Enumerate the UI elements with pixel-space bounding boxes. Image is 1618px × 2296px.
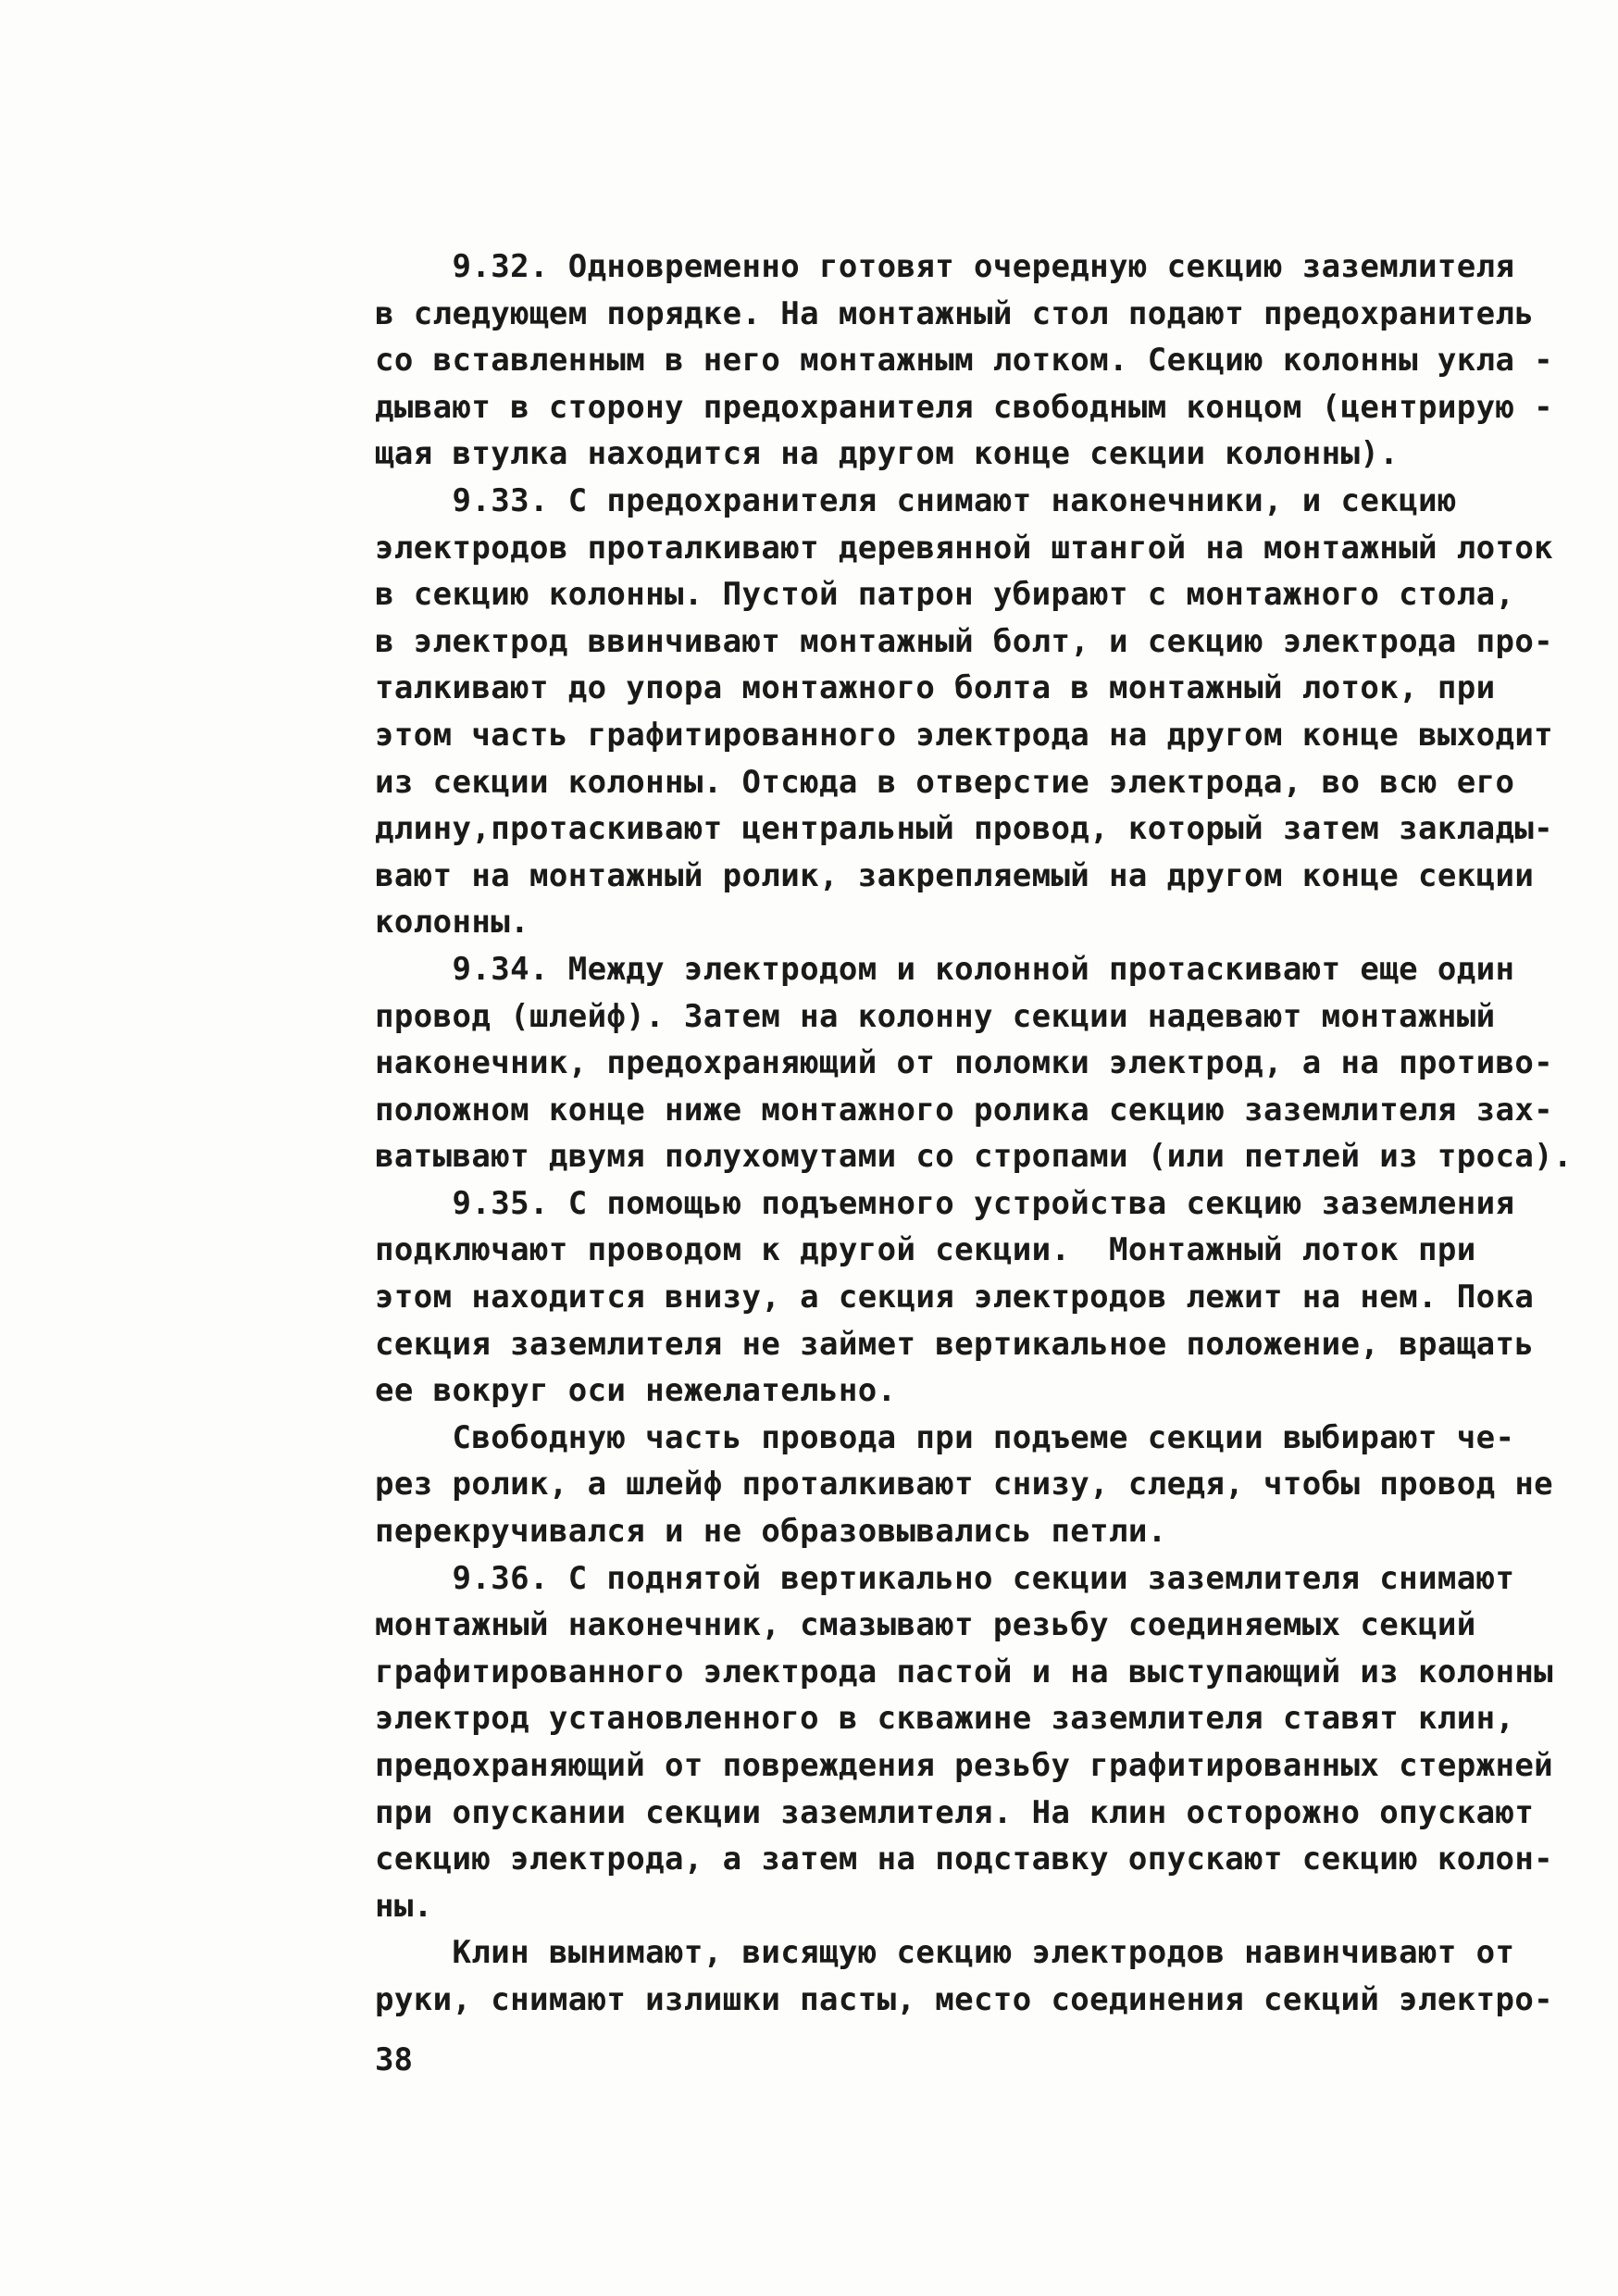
text-line: Клин вынимают, висящую секцию электродов навинчивают от [375,1934,1515,1972]
text-line: подключают проводом к другой секции. Монтажный лоток при [375,1231,1476,1269]
text-line: ны. [375,1887,433,1925]
text-line: 9.32. Одновременно готовят очередную секцию заземлителя [375,248,1515,285]
text-line: 9.34. Между электродом и колонной протаскивают еще один [375,950,1515,988]
text-line: 9.36. С поднятой вертикально секции заземлителя снимают [375,1559,1515,1597]
text-line: щая втулка находится на другом конце секции колонны). [375,435,1400,473]
text-line: секцию электрода, а затем на подставку опускают секцию колон- [375,1841,1554,1878]
text-line: 9.35. С помощью подъемного устройства секцию заземления [375,1184,1515,1222]
text-line: перекручивался и не образовывались петли. [375,1513,1167,1551]
text-line: этом часть графитированного электрода на другом конце выходит [375,716,1554,754]
text-line: талкивают до упора монтажного болта в монтажный лоток, при [375,669,1496,707]
text-line: монтажный наконечник, смазывают резьбу соединяемых секций [375,1606,1476,1644]
text-line: дывают в сторону предохранителя свободным концом (центрирую - [375,388,1554,426]
text-line: длину,протаскивают центральный провод, который затем заклады- [375,810,1554,848]
text-line: из секции колонны. Отсюда в отверстие электрода, во всю его [375,763,1515,801]
text-line: провод (шлейф). Затем на колонну секции надевают монтажный [375,997,1496,1035]
text-line: Свободную часть провода при подъеме секции выбирают че- [375,1418,1515,1456]
text-line: в электрод ввинчивают монтажный болт, и секцию электрода про- [375,622,1554,660]
text-line: электрод установленного в скважине заземлителя ставят клин, [375,1700,1515,1738]
text-line: графитированного электрода пастой и на выступающий из колонны [375,1653,1554,1691]
text-line: электродов проталкивают деревянной штангой на монтажный лоток [375,529,1554,567]
page-number: 38 [375,2041,413,2078]
text-line: ватывают двумя полухомутами со стропами (или петлей из троса). [375,1138,1573,1176]
text-line: предохраняющий от повреждения резьбу графитированных стержней [375,1747,1554,1784]
text-line: положном конце ниже монтажного ролика секцию заземлителя зах- [375,1091,1554,1129]
text-line: 9.33. С предохранителя снимают наконечники, и секцию [375,481,1457,519]
text-line: ее вокруг оси нежелательно. [375,1372,897,1410]
text-line: наконечник, предохраняющий от поломки электрод, а на противо- [375,1044,1554,1082]
text-line: вают на монтажный ролик, закрепляемый на другом конце секции [375,856,1535,894]
text-line: при опускании секции заземлителя. На клин осторожно опускают [375,1793,1535,1831]
text-line: колонны. [375,904,529,942]
text-line: рез ролик, а шлейф проталкивают снизу, следя, чтобы провод не [375,1466,1554,1504]
text-line: руки, снимают излишки пасты, место соединения секций электро- [375,1980,1554,2018]
text-line: в следующем порядке. На монтажный стол подают предохранитель [375,294,1535,332]
text-line: со вставленным в него монтажным лотком. Секцию колонны укла - [375,342,1554,380]
text-line: этом находится внизу, а секция электродов лежит на нем. Пока [375,1279,1535,1316]
text-line: в секцию колонны. Пустой патрон убирают с монтажного стола, [375,576,1515,614]
text-line: секция заземлителя не займет вертикальное положение, вращать [375,1325,1535,1363]
body-text [375,243,1573,2024]
